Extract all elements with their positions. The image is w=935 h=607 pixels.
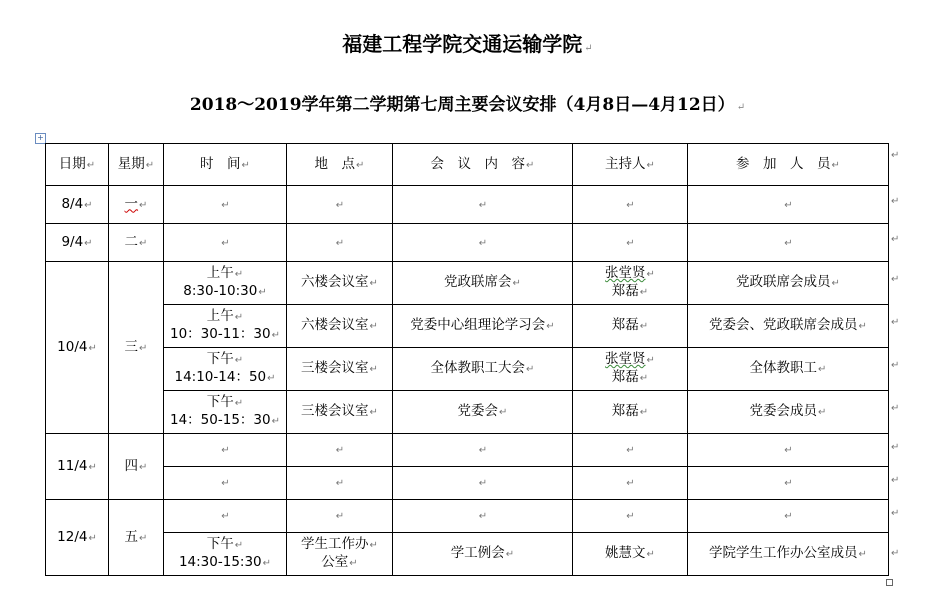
host-cell: 郑磊↵ bbox=[573, 391, 688, 434]
empty-cell: ↵ bbox=[164, 186, 287, 224]
row-end-mark: ↵ bbox=[891, 475, 900, 486]
place-cell: 三楼会议室↵ bbox=[287, 348, 393, 391]
host-cell: 张堂贤↵ 郑磊↵ bbox=[573, 262, 688, 305]
row-end-mark: ↵ bbox=[891, 360, 900, 371]
empty-cell: ↵ bbox=[573, 500, 688, 533]
row-end-mark: ↵ bbox=[891, 442, 900, 453]
attendees-cell: 全体教职工↵ bbox=[688, 348, 889, 391]
empty-cell: ↵ bbox=[573, 224, 688, 262]
empty-cell: ↵ bbox=[393, 434, 573, 467]
attendees-cell: 党委会成员↵ bbox=[688, 391, 889, 434]
weekday-cell: 四↵ bbox=[109, 434, 164, 500]
empty-cell: ↵ bbox=[164, 434, 287, 467]
attendees-cell: 党委会、党政联席会成员↵ bbox=[688, 305, 889, 348]
date-cell: 11/4↵ bbox=[46, 434, 109, 500]
content-cell: 党委会↵ bbox=[393, 391, 573, 434]
empty-cell: ↵ bbox=[688, 500, 889, 533]
empty-cell: ↵ bbox=[393, 186, 573, 224]
row-end-mark: ↵ bbox=[891, 317, 900, 328]
place-cell: 六楼会议室↵ bbox=[287, 305, 393, 348]
host-cell: 姚慧文↵ bbox=[573, 533, 688, 576]
time-cell: 下午↵ 14：50-15：30↵ bbox=[164, 391, 287, 434]
place-cell: 学生工作办↵ 公室↵ bbox=[287, 533, 393, 576]
date-cell: 10/4↵ bbox=[46, 262, 109, 434]
header-content: 会 议 内 容↵ bbox=[393, 144, 573, 186]
empty-cell: ↵ bbox=[573, 186, 688, 224]
time-cell: 下午↵ 14:10-14：50↵ bbox=[164, 348, 287, 391]
empty-cell: ↵ bbox=[688, 224, 889, 262]
date-cell: 9/4↵ bbox=[46, 224, 109, 262]
content-cell: 学工例会↵ bbox=[393, 533, 573, 576]
empty-cell: ↵ bbox=[573, 467, 688, 500]
row-end-mark: ↵ bbox=[891, 196, 900, 207]
table-header-row bbox=[46, 144, 889, 186]
table-row bbox=[46, 467, 889, 500]
weekday-cell: 五↵ bbox=[109, 500, 164, 576]
empty-cell: ↵ bbox=[688, 186, 889, 224]
row-end-mark: ↵ bbox=[891, 508, 900, 519]
empty-cell: ↵ bbox=[573, 434, 688, 467]
table-move-handle-icon[interactable]: + bbox=[35, 133, 46, 144]
document-subtitle: 2018～2019学年第二学期第七周主要会议安排（4月8日—4月12日） ↵ bbox=[189, 95, 746, 115]
host-cell: 郑磊↵ bbox=[573, 305, 688, 348]
table-row bbox=[46, 391, 889, 434]
place-cell: 三楼会议室↵ bbox=[287, 391, 393, 434]
place-cell: 六楼会议室↵ bbox=[287, 262, 393, 305]
empty-cell: ↵ bbox=[688, 434, 889, 467]
time-cell: 下午↵ 14:30-15:30↵ bbox=[164, 533, 287, 576]
header-attendees: 参 加 人 员↵ bbox=[688, 144, 889, 186]
weekday-cell: 一↵ bbox=[109, 186, 164, 224]
empty-cell: ↵ bbox=[287, 224, 393, 262]
content-cell: 党委中心组理论学习会↵ bbox=[393, 305, 573, 348]
row-end-mark: ↵ bbox=[891, 150, 900, 161]
content-cell: 全体教职工大会↵ bbox=[393, 348, 573, 391]
attendees-cell: 党政联席会成员↵ bbox=[688, 262, 889, 305]
header-date: 日期↵ bbox=[46, 144, 109, 186]
table-row bbox=[46, 262, 889, 305]
weekday-cell: 二↵ bbox=[109, 224, 164, 262]
empty-cell: ↵ bbox=[393, 467, 573, 500]
header-weekday: 星期↵ bbox=[109, 144, 164, 186]
content-cell: 党政联席会↵ bbox=[393, 262, 573, 305]
date-cell: 12/4↵ bbox=[46, 500, 109, 576]
empty-cell: ↵ bbox=[393, 224, 573, 262]
time-cell: 上午↵ 10：30-11：30↵ bbox=[164, 305, 287, 348]
header-place: 地 点↵ bbox=[287, 144, 393, 186]
header-host: 主持人↵ bbox=[573, 144, 688, 186]
host-cell: 张堂贤↵ 郑磊↵ bbox=[573, 348, 688, 391]
table-row bbox=[46, 224, 889, 262]
header-time: 时 间↵ bbox=[164, 144, 287, 186]
empty-cell: ↵ bbox=[164, 500, 287, 533]
empty-cell: ↵ bbox=[287, 186, 393, 224]
row-end-mark: ↵ bbox=[891, 234, 900, 245]
weekday-cell: 三↵ bbox=[109, 262, 164, 434]
row-end-mark: ↵ bbox=[891, 548, 900, 559]
table-row bbox=[46, 305, 889, 348]
table-row bbox=[46, 348, 889, 391]
empty-cell: ↵ bbox=[164, 224, 287, 262]
document-title: 福建工程学院交通运输学院 ↵ bbox=[342, 32, 593, 56]
empty-cell: ↵ bbox=[688, 467, 889, 500]
meeting-schedule-table bbox=[45, 143, 889, 576]
table-row bbox=[46, 434, 889, 467]
table-row bbox=[46, 186, 889, 224]
table-row bbox=[46, 500, 889, 533]
row-end-mark: ↵ bbox=[891, 403, 900, 414]
date-cell: 8/4↵ bbox=[46, 186, 109, 224]
row-end-mark: ↵ bbox=[891, 274, 900, 285]
empty-cell: ↵ bbox=[393, 500, 573, 533]
time-cell: 上午↵ 8:30-10:30↵ bbox=[164, 262, 287, 305]
attendees-cell: 学院学生工作办公室成员↵ bbox=[688, 533, 889, 576]
table-row bbox=[46, 533, 889, 576]
empty-cell: ↵ bbox=[287, 500, 393, 533]
empty-cell: ↵ bbox=[164, 467, 287, 500]
table-resize-handle-icon[interactable] bbox=[886, 579, 893, 586]
empty-cell: ↵ bbox=[287, 467, 393, 500]
empty-cell: ↵ bbox=[287, 434, 393, 467]
